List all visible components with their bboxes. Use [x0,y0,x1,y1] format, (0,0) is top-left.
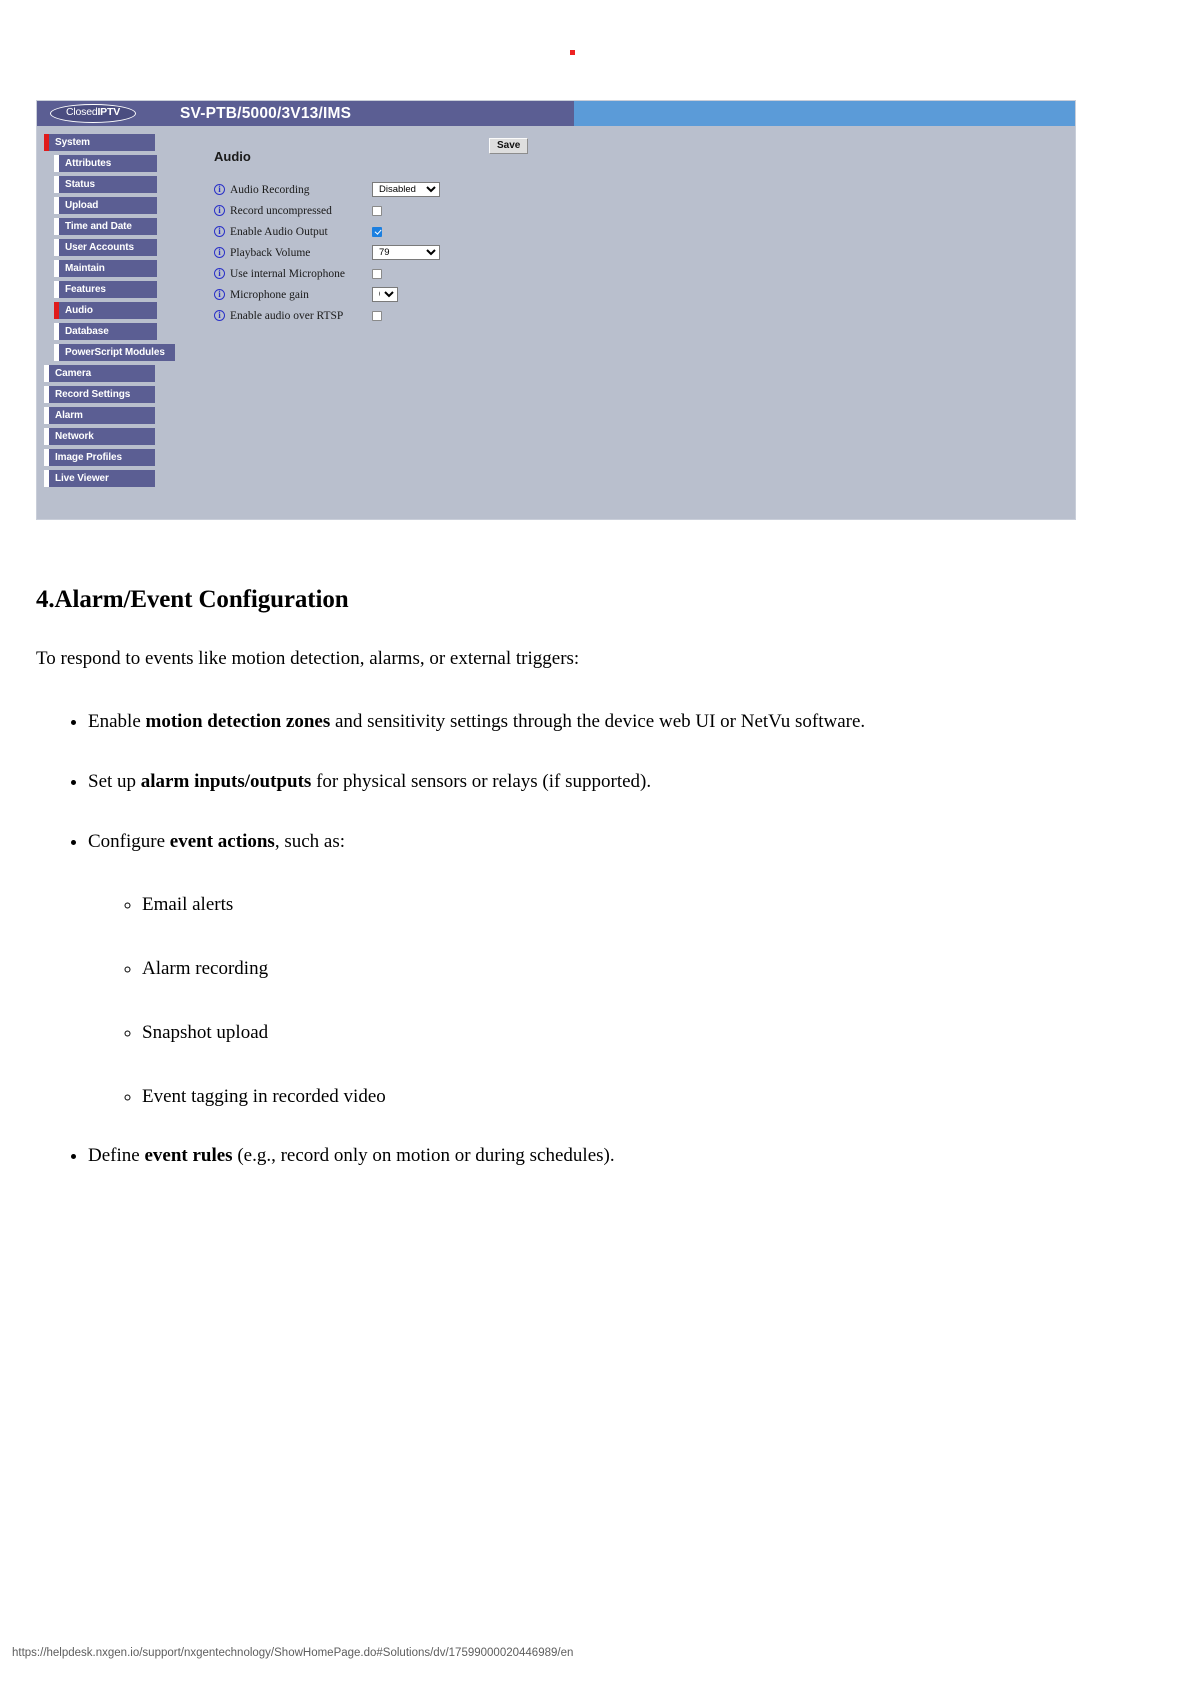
sidebar-item-record-settings[interactable] [44,386,155,403]
section-title: Audio [214,149,251,164]
emphasis-text: motion detection zones [145,711,331,732]
form-row-record-uncompressed [214,200,504,221]
device-title: SV-PTB/5000/3V13/IMS [180,104,352,122]
sidebar-item-status[interactable] [54,176,157,193]
sidebar-item-attributes[interactable] [54,155,157,172]
form-row-audio-recording [214,179,504,200]
sidebar-item-label: User Accounts [65,242,134,253]
form-row-enable-audio-output [214,221,504,242]
checkbox-enable-audio-output[interactable] [372,227,382,237]
emphasis-text: alarm inputs/outputs [140,770,312,792]
info-icon[interactable]: i [214,226,225,237]
sidebar-item-label: PowerScript Modules [65,347,165,358]
document-body [36,586,1066,1204]
sub-list-item: ◦ Email alerts [142,893,1066,917]
app-header-left [37,101,574,126]
field-label: Microphone gain [230,288,309,301]
sidebar-item-label: Network [55,431,94,442]
sidebar-item-label: Record Settings [55,389,131,400]
body-text: for physical sensors or relays (if supported). [311,770,652,792]
body-text: Configure [88,830,170,852]
body-text: Set up [88,770,141,792]
sidebar-item-label: Live Viewer [55,473,109,484]
body-text: and sensitivity settings through the device web UI or NetVu software. [330,711,866,732]
info-icon[interactable]: i [214,289,225,300]
select-playback-volume[interactable] [372,245,440,260]
app-header-bar [37,101,1075,126]
sidebar-item-features[interactable] [54,281,157,298]
sidebar-item-label: Maintain [65,263,105,274]
intro-paragraph: To respond to events like motion detection, alarms, or external triggers: [36,648,580,669]
bullet-list [36,710,1066,1168]
info-icon[interactable]: i [214,310,225,321]
body-text: Enable [88,711,146,732]
closediptv-logo [50,104,136,123]
footer-url: https://helpdesk.nxgen.io/support/nxgentechnology/ShowHomePage.do#Solutions/dv/17599000020446989/en [12,1647,574,1659]
sub-list-item: ◦ Snapshot upload [142,1021,1066,1045]
sidebar-item-camera[interactable] [44,365,155,382]
info-icon[interactable]: i [214,268,225,279]
sidebar-item-label: Audio [65,305,93,316]
audio-settings-form [214,179,504,326]
form-row-microphone-gain [214,284,504,305]
sidebar-item-label: Camera [55,368,92,379]
info-icon[interactable]: i [214,184,225,195]
sidebar-item-alarm[interactable] [44,407,155,424]
device-web-ui-screenshot [36,100,1076,520]
form-row-playback-volume [214,242,504,263]
sub-list-item: ◦ Alarm recording [142,957,1066,981]
select-audio-recording[interactable] [372,182,440,197]
sidebar-item-user-accounts[interactable] [54,239,157,256]
sidebar-item-label: Time and Date [65,221,132,232]
settings-content [178,134,1075,519]
sidebar-item-label: Features [65,284,106,295]
save-button[interactable]: Save [489,138,528,154]
sidebar-item-time-and-date[interactable] [54,218,157,235]
field-label: Record uncompressed [230,204,332,217]
list-item [88,1144,1066,1168]
checkbox-record-uncompressed[interactable] [372,206,382,216]
sidebar-item-label: Alarm [55,410,83,421]
list-item [88,830,1066,1109]
emphasis-text: event rules [144,1145,233,1167]
field-label: Audio Recording [230,183,310,196]
sidebar-item-database[interactable] [54,323,157,340]
sidebar-item-system[interactable] [44,134,155,151]
sidebar-item-maintain[interactable] [54,260,157,277]
field-label: Enable audio over RTSP [230,309,344,322]
sidebar-item-upload[interactable] [54,197,157,214]
info-icon[interactable]: i [214,247,225,258]
body-text: , such as: [274,830,345,852]
sidebar-item-audio[interactable] [54,302,157,319]
list-item [88,770,1066,794]
sidebar-nav [44,134,184,491]
sidebar-item-label: Image Profiles [55,452,122,463]
info-icon[interactable]: i [214,205,225,216]
sub-bullet-list [88,893,1066,1108]
sidebar-item-label: Database [65,326,109,337]
sub-list-item: ◦ Event tagging in recorded video [142,1085,1066,1109]
list-item [88,710,1066,734]
body-text: Define [88,1145,145,1167]
logo-prefix: Closed [65,106,98,118]
sidebar-item-powerscript-modules[interactable] [54,344,175,361]
checkbox-use-internal-microphone[interactable] [372,269,382,279]
page-title: 4.Alarm/Event Configuration [36,586,349,613]
sidebar-item-label: Upload [65,200,99,211]
sidebar-item-live-viewer[interactable] [44,470,155,487]
select-microphone-gain[interactable] [372,287,398,302]
sidebar-item-label: Status [65,179,95,190]
sidebar-item-label: Attributes [65,158,112,169]
field-label: Playback Volume [230,246,311,259]
body-text: (e.g., record only on motion or during schedules). [232,1145,615,1167]
checkbox-enable-audio-over-rtsp[interactable] [372,311,382,321]
field-label: Use internal Microphone [230,267,345,280]
form-row-use-internal-microphone [214,263,504,284]
sidebar-item-label: System [55,137,90,148]
logo-suffix: IPTV [97,106,121,118]
sidebar-item-network[interactable] [44,428,155,445]
emphasis-text: event actions [169,830,275,852]
field-label: Enable Audio Output [230,225,328,238]
sidebar-item-image-profiles[interactable] [44,449,155,466]
form-row-enable-audio-over-rtsp [214,305,504,326]
red-dot-marker [570,50,575,55]
